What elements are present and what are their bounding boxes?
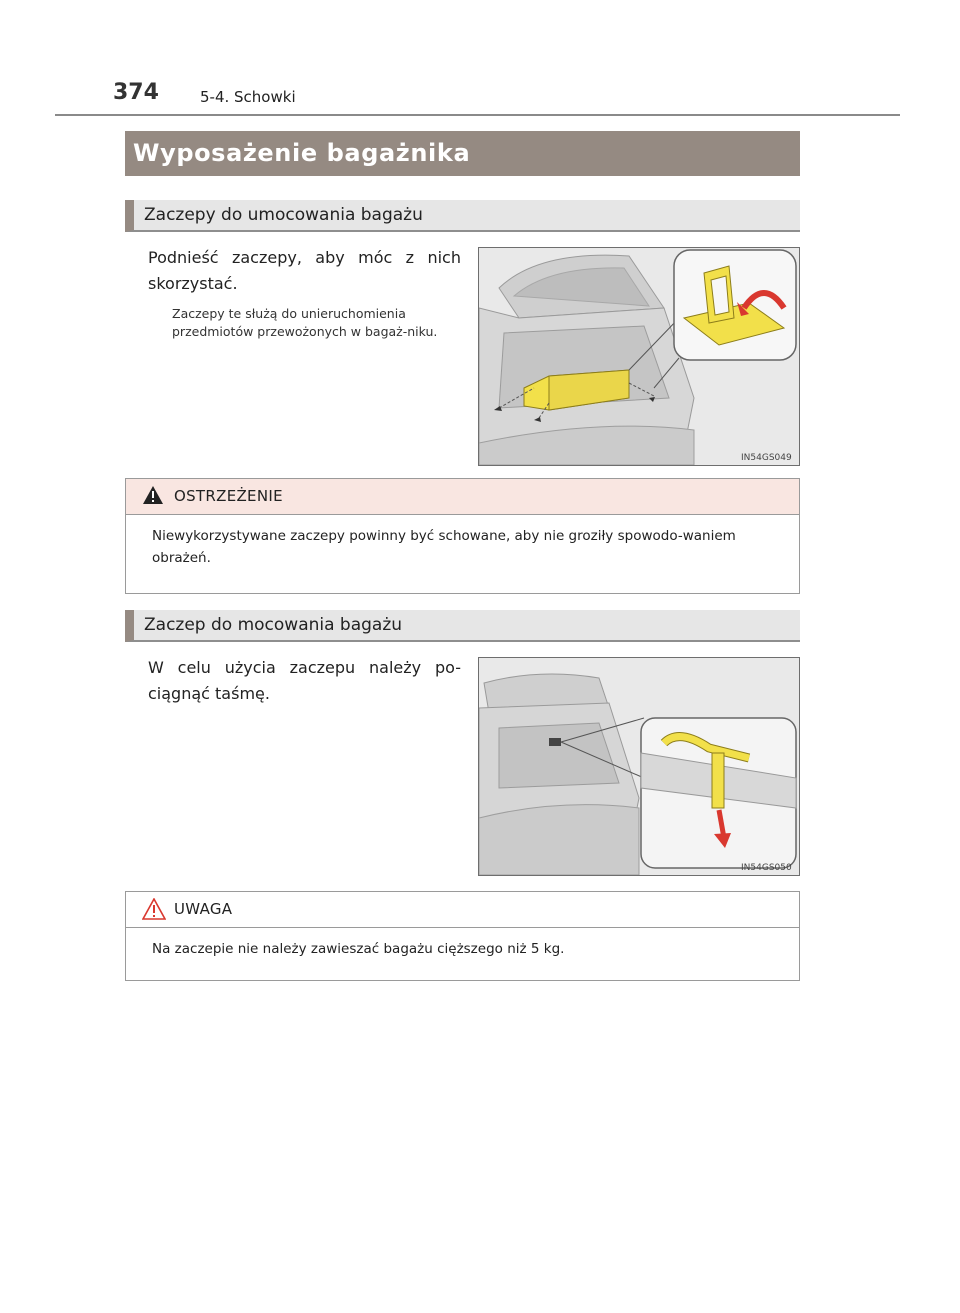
page-number: 374 <box>113 80 159 105</box>
section1-note: Zaczepy te służą do unieruchomienia przedmiotów przewożonych w bagaż-niku. <box>172 306 438 339</box>
trunk-hook-strap-illustration <box>478 657 800 876</box>
warning-triangle-icon <box>142 485 164 509</box>
section-heading-luggage-hook: Zaczep do mocowania bagażu <box>125 610 800 642</box>
figure-code-2: IN54GS050 <box>741 863 792 873</box>
figure-code-1: IN54GS049 <box>741 453 792 463</box>
trunk-hooks-illustration <box>478 247 800 466</box>
caution-triangle-icon <box>142 898 166 924</box>
warning-box <box>125 478 800 594</box>
chapter-section-label: 5-4. Schowki <box>200 88 296 106</box>
warning-header <box>126 479 799 515</box>
notice-text: Na zaczepie nie należy zawieszać bagażu cięższego niż 5 kg. <box>152 941 565 957</box>
warning-title: OSTRZEŻENIE <box>174 487 283 505</box>
notice-header <box>126 892 799 928</box>
notice-box <box>125 891 800 981</box>
header-rule <box>55 114 900 116</box>
section1-instruction: Podnieść zaczepy, aby móc z nich skorzystać. <box>148 248 461 293</box>
notice-title: UWAGA <box>174 900 233 918</box>
section2-instruction: W celu użycia zaczepu należy po-ciągnąć taśmę. <box>148 658 461 703</box>
warning-text: Niewykorzystywane zaczepy powinny być schowane, aby nie groziły spowodo-waniem obrażeń. <box>152 528 736 566</box>
section-heading-luggage-hooks: Zaczepy do umocowania bagażu <box>125 200 800 232</box>
page-title: Wyposażenie bagażnika <box>125 131 800 176</box>
